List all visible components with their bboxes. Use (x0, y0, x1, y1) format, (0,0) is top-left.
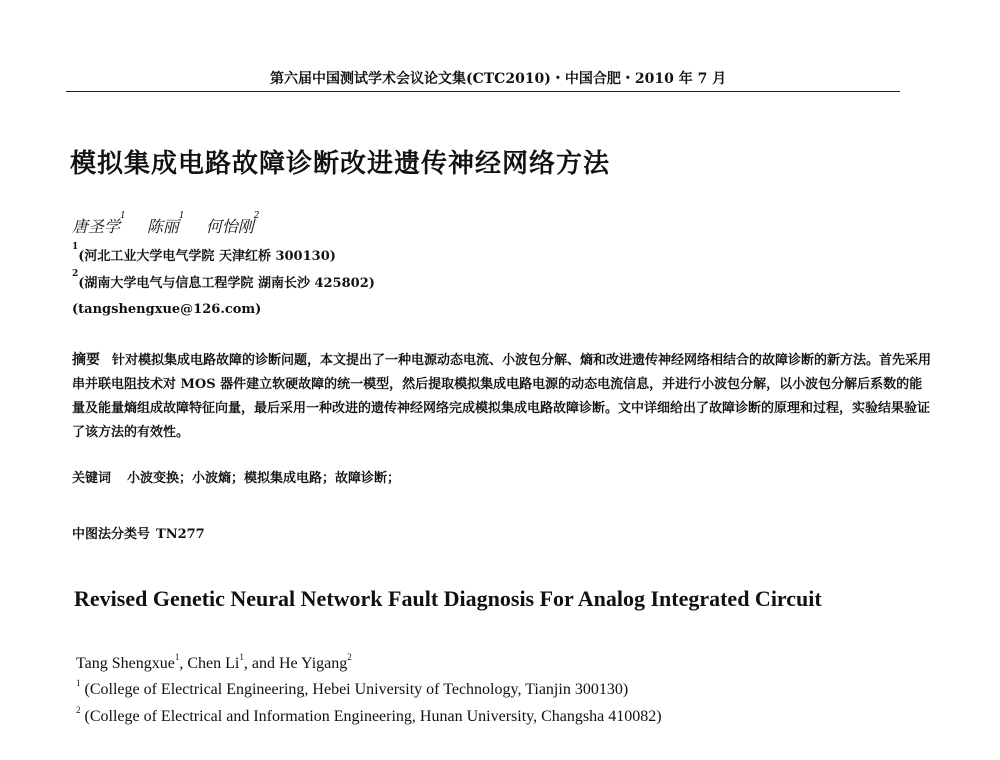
keywords-label: 关键词 (72, 471, 112, 486)
header-rule (66, 91, 900, 92)
paper-title-cn: 模拟集成电路故障诊断改进遗传神经网络方法 (70, 149, 611, 179)
author-cn: 唐圣学$^1$ (72, 211, 126, 236)
authors-en (76, 652, 352, 673)
author-email: (tangshengxue@126.com) (72, 302, 262, 317)
keywords (72, 467, 400, 486)
author-en: Tang Shengxue$^1$, (76, 652, 188, 672)
affiliation-en-1: $^1$ (College of Electrical Engineering, Hebei University of Technology, Tianjin 300130) (76, 678, 629, 698)
abstract (72, 348, 932, 445)
running-header: 第六届中国测试学术会议论文集(CTC2010)・中国合肥・2010 年 7 月 (270, 71, 727, 87)
author-cn: 何怡刚$^2$ (205, 211, 260, 236)
paper-title-en: Revised Genetic Neural Network Fault Diagnosis For Analog Integrated Circuit (74, 586, 822, 611)
clc-value: TN277 (156, 527, 205, 542)
clc-label: 中图法分类号 (72, 527, 151, 542)
classification-number (72, 523, 205, 542)
author-en: Chen Li$^1$, and (187, 652, 279, 672)
abstract-label: 摘要 (72, 352, 100, 368)
keywords-text: 小波变换；小波熵；模拟集成电路；故障诊断； (127, 471, 401, 486)
author-en: He Yigang$^2$ (278, 652, 352, 672)
affiliation-cn-1: $^1$(河北工业大学电气学院 天津红桥 300130) (72, 242, 336, 264)
author-cn: 陈丽$^1$ (146, 211, 185, 236)
affiliation-en-2: $^2$ (College of Electrical and Information Engineering, Hunan University, Changsha 410082) (76, 705, 662, 725)
authors-cn (72, 211, 275, 237)
affiliation-cn-2: $^2$(湖南大学电气与信息工程学院 湖南长沙 425802) (72, 269, 375, 291)
abstract-text: 针对模拟集成电路故障的诊断问题，本文提出了一种电源动态电流、小波包分解、熵和改进遗传神经网络相结合的故障诊断的新方法。首先采用串并联电阻技术对 MOS 器件建立软硬故障的统一模型，然后提取模拟集成电路电源的动态电流信息，并进行小波包分解，以小波包分解后系数的能量及能量熵组成故障特征向量，最后采用一种改进的遗传神经网络完成模拟集成电路故障诊断。文中详细给出了故障诊断的原理和过程，实验结果验证了该方法的有效性。 (72, 353, 932, 440)
